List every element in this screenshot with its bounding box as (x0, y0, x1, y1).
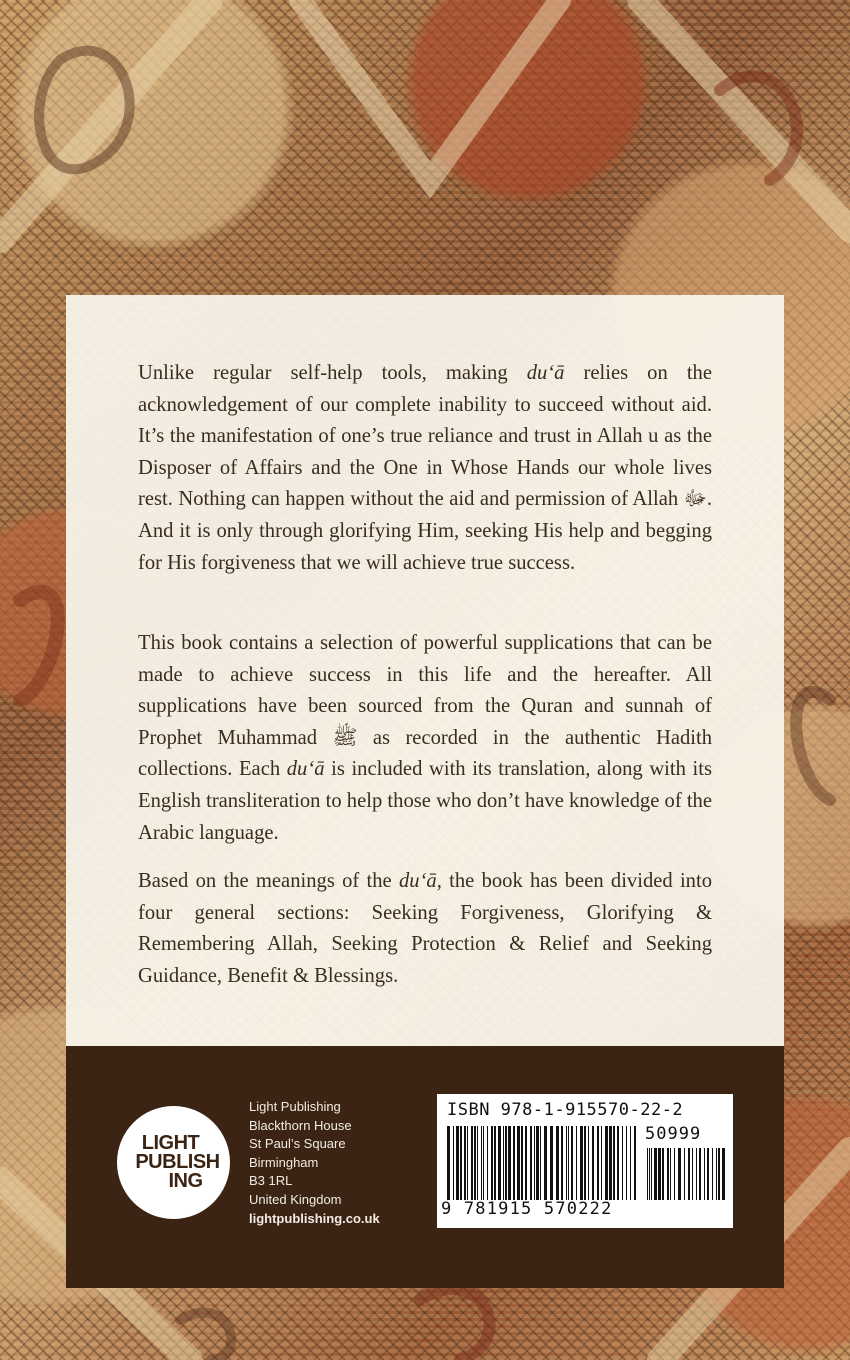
barcode-bar (491, 1126, 493, 1200)
barcode-bar (464, 1126, 466, 1200)
publisher-address (249, 1098, 380, 1228)
address-line: Light Publishing (249, 1099, 341, 1114)
barcode-bar (674, 1148, 675, 1200)
barcode-bar (707, 1148, 709, 1200)
barcode-bar (580, 1126, 583, 1200)
blurb-p2-text-a: This book contains a selection of powerful supplications that can be made to achieve success in this life and the hereafter. All supplications have been sourced from the Quran and sunnah of Prophet Muhammad ﷺ as recorded in the authentic Hadith collections. Each (138, 632, 712, 781)
barcode-bar (487, 1126, 488, 1200)
barcode-bar (483, 1126, 484, 1200)
isbn-barcode (437, 1094, 733, 1228)
address-line: United Kingdom (249, 1191, 342, 1207)
barcode-bar (597, 1126, 599, 1200)
barcode-bar (534, 1126, 535, 1200)
blurb-p3-text-b: , the book has been divided into four general sections: Seeking Forgiveness, Glorifying & Remembering Allah, Seeking Protection & Relief and Seeking Guidance, Benefit & Blessings. (138, 870, 712, 987)
barcode-bar (571, 1126, 573, 1200)
barcode-bar (508, 1126, 511, 1200)
barcode-bar (521, 1126, 523, 1200)
barcode-bar (684, 1148, 685, 1200)
isbn-text: ISBN 978-1-915570-22-2 (447, 1100, 684, 1120)
logo-line-1: LIGHT (141, 1132, 200, 1154)
barcode-bar (662, 1148, 664, 1200)
barcode-bar (617, 1126, 619, 1200)
publisher-footer (66, 1046, 784, 1288)
barcode-bar (704, 1148, 705, 1200)
barcode-bar (467, 1126, 468, 1200)
barcode-bar (722, 1148, 725, 1200)
barcode-bar (626, 1126, 627, 1200)
barcode-bar (477, 1126, 478, 1200)
blurb-paragraph-3 (138, 866, 712, 992)
addon-digits: 50999 (645, 1124, 702, 1144)
barcode-bar (605, 1126, 608, 1200)
barcode-bar (716, 1148, 717, 1200)
barcode-bar (474, 1126, 476, 1200)
barcode-bar (556, 1126, 559, 1200)
barcode-bar (568, 1126, 569, 1200)
barcode-bar (471, 1126, 473, 1200)
barcode-bar (525, 1126, 527, 1200)
barcode-bar (647, 1148, 648, 1200)
addon-barcode-bars (647, 1148, 725, 1200)
address-line: Blackthorn House (249, 1117, 352, 1133)
ean-barcode-bars (447, 1126, 637, 1200)
barcode-bar (651, 1148, 652, 1200)
barcode-bar (609, 1126, 612, 1200)
barcode-bar (712, 1148, 713, 1200)
barcode-bar (505, 1126, 507, 1200)
barcode-bar (654, 1148, 657, 1200)
barcode-bar (481, 1126, 482, 1200)
barcode-bar (566, 1126, 567, 1200)
blurb-p3-text-a: Based on the meanings of the (138, 870, 399, 892)
blurb-paragraph-1 (138, 358, 712, 579)
barcode-bar (667, 1148, 669, 1200)
blurb-p2-text-b: is included with its translation, along with its English transliteration to help those who don’t have knowledge of the Arabic language. (138, 758, 712, 844)
barcode-bar (649, 1148, 650, 1200)
barcode-bar (453, 1126, 454, 1200)
barcode-bar (498, 1126, 501, 1200)
barcode-bar (517, 1126, 520, 1200)
barcode-bar (503, 1126, 504, 1200)
address-line: St Paul’s Square (249, 1136, 346, 1152)
blurb-p3-italic: du‘ā (398, 870, 437, 892)
barcode-bar (718, 1148, 720, 1200)
barcode-bar (447, 1126, 450, 1200)
barcode-bar (630, 1126, 631, 1200)
barcode-bar (688, 1148, 690, 1200)
blurb-p1-italic: du‘ā (526, 362, 565, 384)
barcode-bar (540, 1126, 541, 1200)
barcode-bar (544, 1126, 547, 1200)
light-publishing-logo (117, 1106, 230, 1219)
barcode-bar (550, 1126, 553, 1200)
barcode-bar (601, 1126, 602, 1200)
barcode-bar (592, 1126, 594, 1200)
blurb-p1-text-a: Unlike regular self-help tools, making (138, 362, 527, 384)
barcode-bar (576, 1126, 577, 1200)
barcode-bar (692, 1148, 693, 1200)
blurb-panel (66, 295, 784, 1046)
barcode-bar (678, 1148, 681, 1200)
barcode-bar (613, 1126, 615, 1200)
barcode-bar (634, 1126, 636, 1200)
logo-line-2: PUBLISH (135, 1151, 220, 1173)
barcode-bar (460, 1126, 462, 1200)
ean-digits: 9 781915 570222 (441, 1199, 613, 1219)
barcode-bar (584, 1126, 586, 1200)
blurb-paragraph-2 (138, 628, 712, 849)
barcode-bar (696, 1148, 697, 1200)
blurb-p2-italic: du‘ā (286, 758, 325, 781)
barcode-bar (658, 1148, 661, 1200)
barcode-bar (588, 1126, 589, 1200)
barcode-bar (456, 1126, 459, 1200)
barcode-bar (561, 1126, 563, 1200)
barcode-bar (622, 1126, 623, 1200)
publisher-website-link[interactable]: lightpublishing.co.uk (249, 1210, 380, 1226)
address-line: Birmingham (249, 1154, 319, 1170)
barcode-bar (536, 1126, 539, 1200)
address-line: B3 1RL (249, 1173, 293, 1189)
barcode-bar (699, 1148, 701, 1200)
barcode-bar (670, 1148, 671, 1200)
barcode-bar (513, 1126, 515, 1200)
blurb-p1-text-b: relies on the acknowledgement of our complete inability to succeed without aid. It’s the manifestation of one’s true reliance and trust in Allah u as the Disposer of Affairs and the One in Whose Hands our whole lives rest. Nothing can happen without the aid and permission of Allah ﷻ. And it is only through glorifying Him, seeking His help and begging for His forgiveness that we will achieve true success. (138, 362, 712, 574)
barcode-bar (530, 1126, 532, 1200)
logo-line-3: ING (168, 1170, 203, 1192)
barcode-bar (494, 1126, 496, 1200)
